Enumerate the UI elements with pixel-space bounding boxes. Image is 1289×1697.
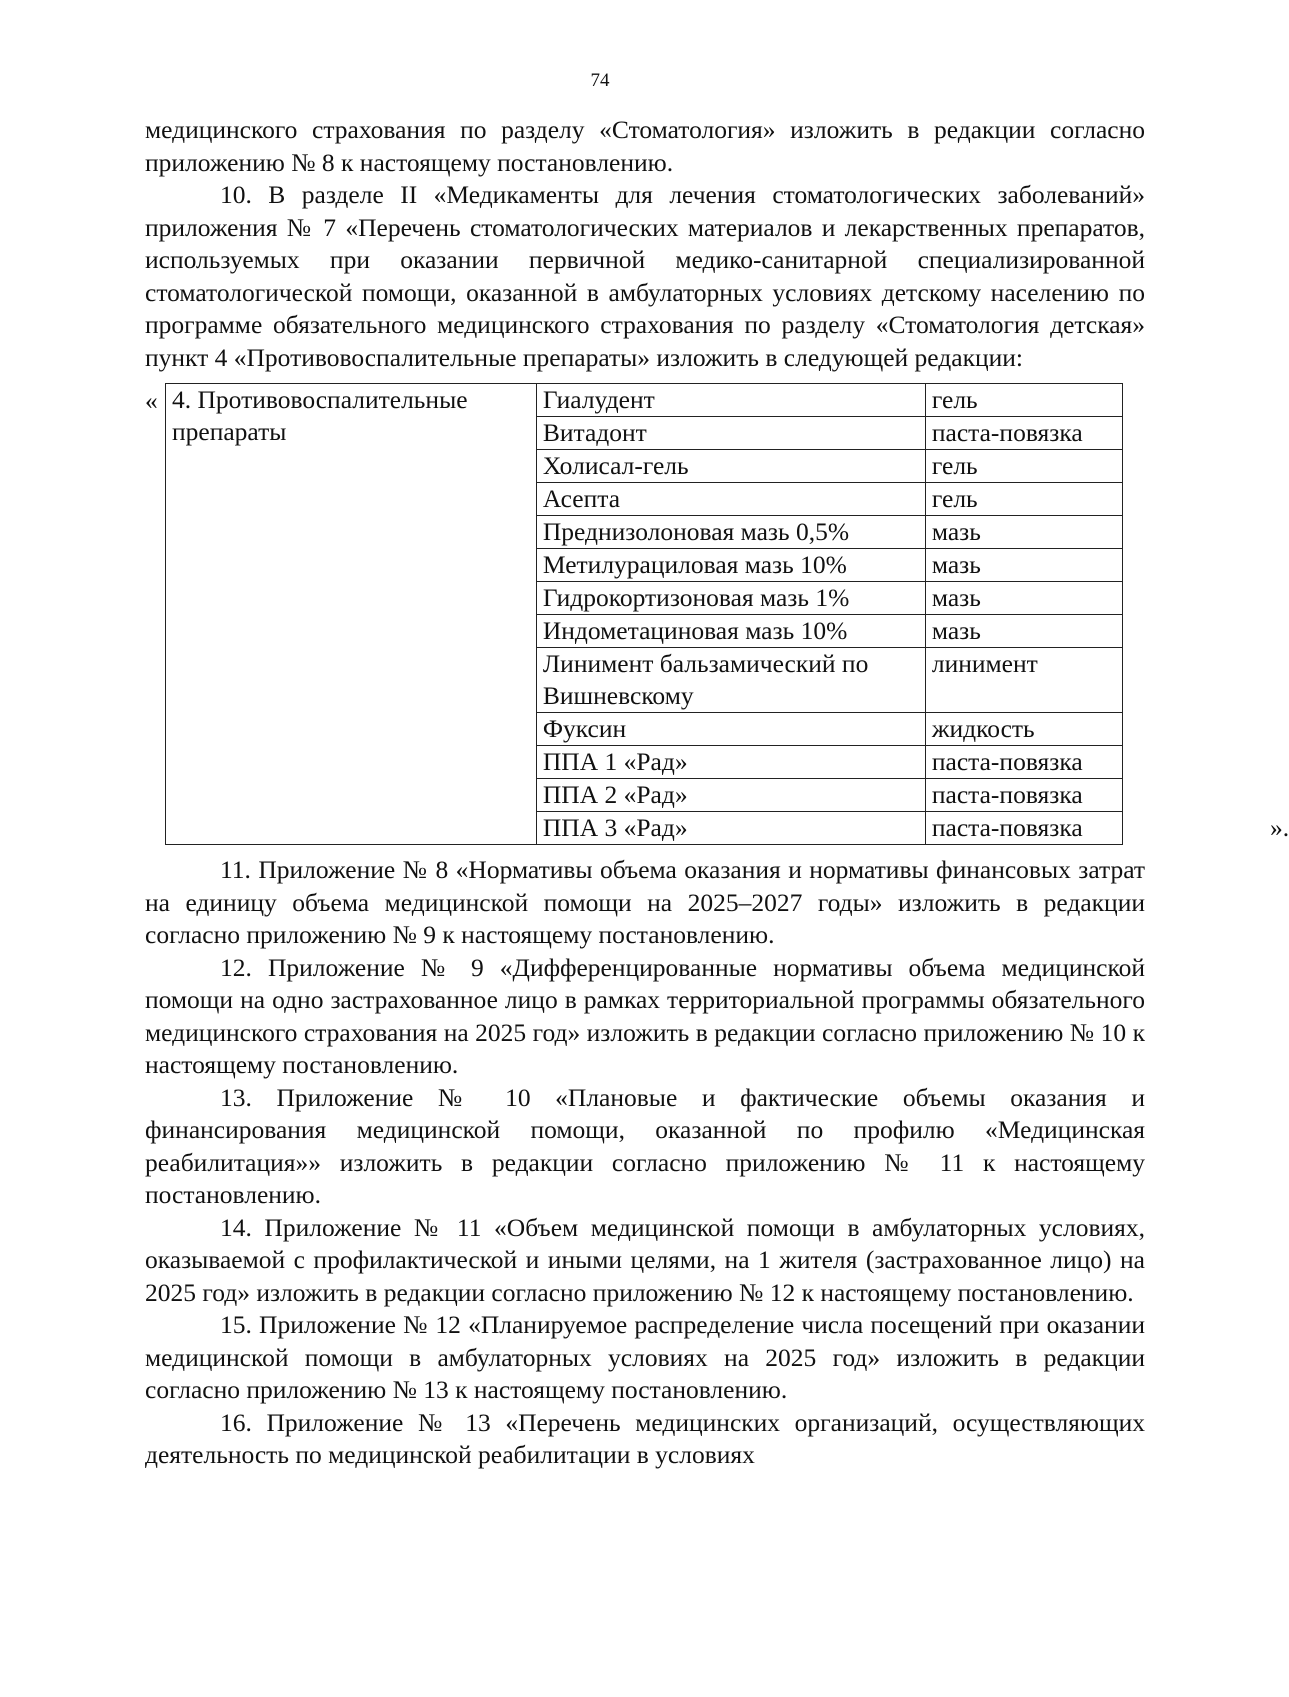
item-15-paragraph: 15. Приложение № 12 «Планируемое распределение числа посещений при оказании медицинской помощи в амбулаторных условиях на 2025 год» изложить в редакции согласно приложению № 13 к настоящему постановлению. [145, 1310, 1145, 1404]
drug-name-cell: Холисал-гель [536, 450, 925, 483]
intro-paragraph: медицинского страхования по разделу «Стоматология» изложить в редакции согласно приложению № 8 к настоящему постановлению. [145, 115, 1145, 177]
item-11-paragraph: 11. Приложение № 8 «Нормативы объема оказания и нормативы финансовых затрат на единицу объема медицинской помощи на 2025–2027 годы» изложить в редакции согласно приложению № 9 к настоящему постановлению. [145, 855, 1145, 949]
item-14-paragraph: 14. Приложение № 11 «Объем медицинской помощи в амбулаторных условиях, оказываемой с профилактической и иными целями, на 1 жителя (застрахованное лицо) на 2025 год» изложить в редакции согласно приложению № 12 к настоящему постановлению. [145, 1212, 1145, 1307]
drugs-table-block [145, 383, 1289, 845]
drug-form-cell: линимент [925, 648, 1122, 713]
item-13-paragraph: 13. Приложение № 10 «Плановые и фактические объемы оказания и финансирования медицинской помощи, оказанной по профилю «Медицинская реабилитация»» изложить в редакции согласно приложению № 11 к настоящему постановлению. [145, 1082, 1145, 1209]
drug-form-cell: паста-повязка [925, 746, 1122, 779]
drug-name-cell: ППА 3 «Рад» [536, 812, 925, 845]
drug-name-cell: ППА 2 «Рад» [536, 779, 925, 812]
drug-form-cell: мазь [925, 582, 1122, 615]
drug-form-cell: паста-повязка [925, 417, 1122, 450]
page-number: 74 [590, 70, 610, 91]
drug-form-cell: мазь [925, 516, 1122, 549]
table-row [166, 384, 1123, 417]
drug-form-cell: паста-повязка [925, 779, 1122, 812]
drug-form-cell: гель [925, 483, 1122, 516]
drug-name-cell: Фуксин [536, 713, 925, 746]
drug-form-cell: паста-повязка [925, 812, 1122, 845]
drug-name-cell: Витадонт [536, 417, 925, 450]
drug-form-cell: мазь [925, 549, 1122, 582]
drug-name-cell: Гидрокортизоновая мазь 1% [536, 582, 925, 615]
document-body [145, 114, 1289, 1472]
item-10-paragraph: 10. В разделе II «Медикаменты для лечения стоматологических заболеваний» приложения № 7 «Перечень стоматологических материалов и лекарственных препаратов, используемых при оказании первичной медико-санитарной специализированной стоматологической помощи, оказанной в амбулаторных условиях детскому населению по программе обязательного медицинского страхования по разделу «Стоматология детская» пункт 4 «Противовоспалительные препараты» изложить в следующей редакции: [145, 180, 1145, 372]
drug-name-cell: Индометациновая мазь 10% [536, 615, 925, 648]
drug-form-cell: мазь [925, 615, 1122, 648]
table-open-quote: « [145, 386, 158, 415]
drug-name-cell: Линимент бальзамический по Вишневскому [536, 648, 925, 713]
drug-form-cell: жидкость [925, 713, 1122, 746]
item-16-paragraph: 16. Приложение № 13 «Перечень медицинских организаций, осуществляющих деятельность по медицинской реабилитации в условиях [145, 1407, 1145, 1469]
item-12-paragraph: 12. Приложение № 9 «Дифференцированные нормативы объема медицинской помощи на одно застрахованное лицо в рамках территориальной программы обязательного медицинского страхования на 2025 год» изложить в редакции согласно приложению № 10 к настоящему постановлению. [145, 952, 1145, 1079]
drug-name-cell: Метилурациловая мазь 10% [536, 549, 925, 582]
table-close-quote: ». [1270, 812, 1289, 842]
drug-name-cell: Преднизолоновая мазь 0,5% [536, 516, 925, 549]
table-group-cell: 4. Противовоспалительные препараты [166, 384, 537, 845]
drug-form-cell: гель [925, 450, 1122, 483]
drug-name-cell: Асепта [536, 483, 925, 516]
drug-form-cell: гель [925, 384, 1122, 417]
drug-name-cell: Гиалудент [536, 384, 925, 417]
drug-name-cell: ППА 1 «Рад» [536, 746, 925, 779]
drugs-table [165, 383, 1123, 845]
